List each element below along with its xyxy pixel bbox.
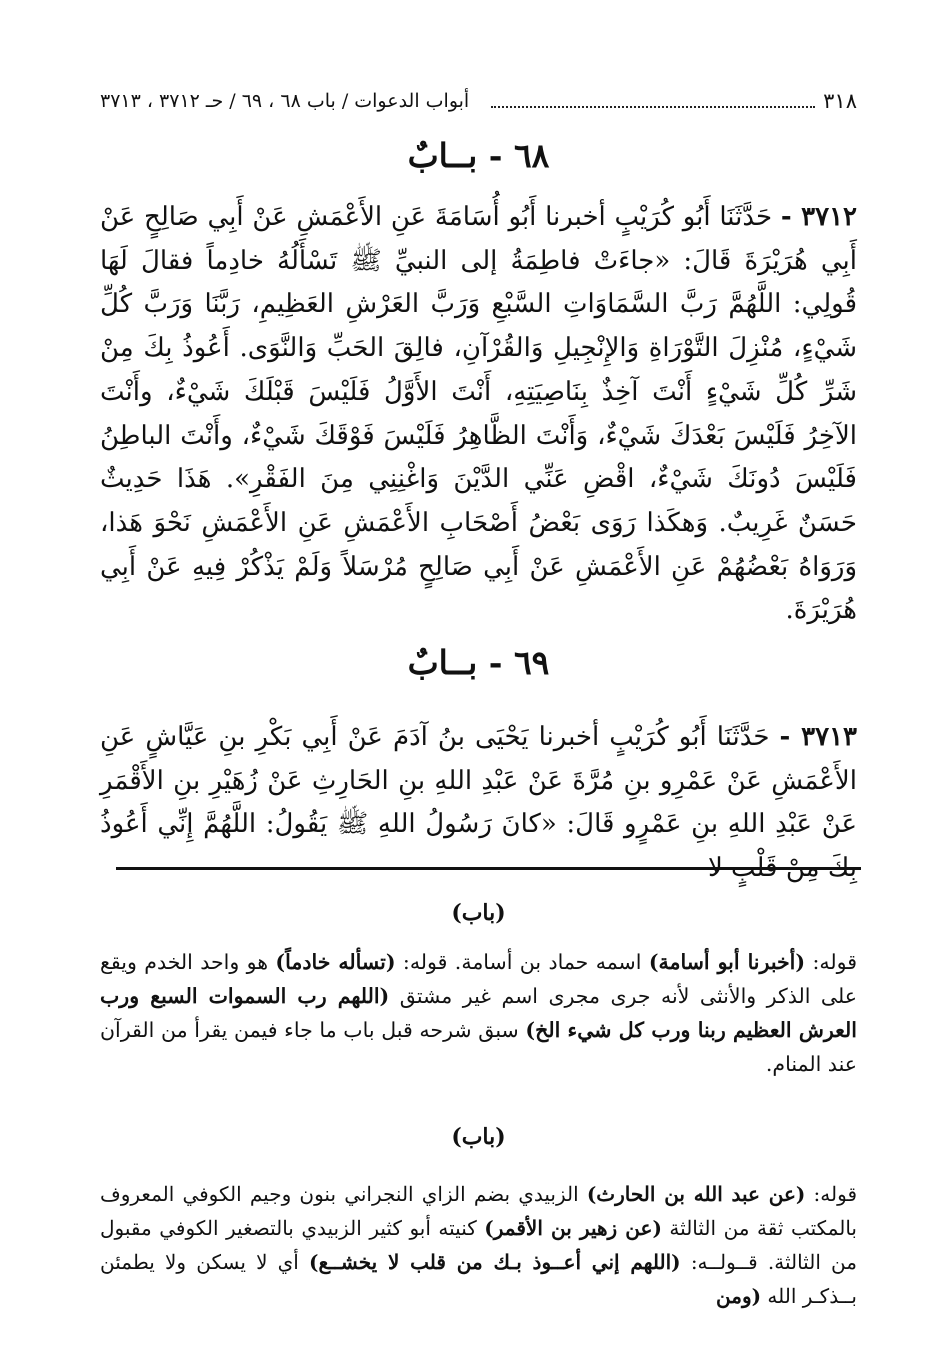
commentary-quote: (اللهم إني أعــوذ بـك من قلب لا يخشــع) xyxy=(309,1250,681,1274)
hadith-number: ٣٧١٢ - xyxy=(780,202,858,232)
header-dot-leader xyxy=(491,94,815,108)
commentary-segment: هو واحد الخدم ويقع على الذكر والأنثى لأنه جرى مجرى اسم غير مشتق xyxy=(100,950,858,1008)
commentary-segment: سبق شرحه قبل باب ما جاء فيمن يقرأ من القرآن عند المنام. xyxy=(100,1018,857,1076)
commentary-quote: (عن عبد الله بن الحارث) xyxy=(586,1182,806,1206)
commentary-quote: (تسأله خادماً) xyxy=(275,950,396,974)
chapter-heading-68: ٦٨ - بــابٌ xyxy=(407,136,550,175)
commentary-segment: أي لا يسكن ولا يطمئن بــذكـر الله xyxy=(100,1250,857,1308)
hadith-text: حَدَّثَنَا أَبُو كُرَيْبٍ أخبرنا أَبُو أُسَامَةَ عَنِ الأَعْمَشِ عَنْ أَبِي صَالِحٍ عَنْ أَبِي هُرَيْرَةَ قَالَ: «جاءَتْ فاطِمَةُ إلى النبيِّ ﷺ تَسْأَلُهُ خادِماً فقالَ لَهَا قُولِي: اللَّهُمَّ رَبَّ السَّمَاوَاتِ السَّبْعِ وَرَبَّ العَرْشِ العَظِيمِ، رَبَّنَا وَرَبَّ كُلِّ شَيْءٍ، مُنْزِلَ التَّوْرَاةِ وَالإِنْجِيلِ وَالقُرْآنِ، فالِقَ الحَبِّ وَالنَّوَى. أَعُوذُ بِكَ مِنْ شَرِّ كُلِّ شَيْءٍ أَنْتَ آخِذٌ بِنَاصِيَتِهِ، أَنْتَ الأَوَّلُ فَلَيْسَ قَبْلَكَ شَيْءٌ، وأَنْتَ الآخِرُ فَلَيْسَ بَعْدَكَ شَيْءٌ، وَأَنْتَ الظَّاهِرُ فَلَيْسَ فَوْقَكَ شَيْءٌ، وأَنْتَ الباطِنُ فَلَيْسَ دُونَكَ شَيْءٌ، اقْضِ عَنِّي الدَّيْنَ وَاغْنِنِي مِنَ الفَقْرِ». هَذَا حَدِيثٌ حَسَنٌ غَرِيبٌ. وَهكَذا رَوَى بَعْضُ أَصْحَابِ الأَعْمَشِ عَنِ الأَعْمَشِ نَحْوَ هَذا، وَرَوَاهُ بَعْضُهُمْ عَنِ الأَعْمَشِ عَنْ أَبِي صَالِحٍ مُرْسَلاً وَلَمْ يَذْكُرْ فِيهِ عَنْ أَبِي هُرَيْرَةَ. xyxy=(100,202,857,626)
hadith-3712 xyxy=(100,196,857,633)
page-number: ٣١٨ xyxy=(823,89,857,113)
commentary-quote: (ومن xyxy=(716,1284,762,1308)
commentary-segment: كنيته أبو كثير الزبيدي بالتصغير الكوفي مقبول من الثالثة. قــولــه: xyxy=(100,1216,857,1274)
hadith-3713 xyxy=(100,716,857,891)
commentary-segment: الزبيدي بضم الزاي النجراني بنون وجيم الكوفي المعروف بالمكتب ثقة من الثالثة xyxy=(100,1182,857,1240)
running-title: أبواب الدعوات / باب ٦٨ ، ٦٩ / حـ ٣٧١٢ ، ٣٧١٣ xyxy=(100,90,470,112)
commentary-title: (باب) xyxy=(451,900,506,926)
hadith-text: حَدَّثَنَا أَبُو كُرَيْبٍ أخبرنا يَحْيَى بنُ آدَمَ عَنْ أَبِي بَكْرِ بنِ عَيَّاشٍ عَنِ الأَعْمَشِ عَنْ عَمْرِو بنِ مُرَّةَ عَنْ عَبْدِ اللهِ بنِ الحَارِثِ عَنْ زُهَيْرِ بنِ الأَقْمَرِ عَنْ عَبْدِ اللهِ بنِ عَمْرٍو قَالَ: «كانَ رَسُولُ اللهِ ﷺ يَقُولُ: اللَّهُمَّ إِنِّي أَعُوذُ بِكَ مِنْ قَلْبٍ لا xyxy=(100,722,858,884)
chapter-heading-69: ٦٩ - بــابٌ xyxy=(407,643,550,682)
footnote-divider xyxy=(116,867,861,870)
commentary-quote: (أخبرنا أبو أسامة) xyxy=(648,950,806,974)
commentary-quote: (عن زهير بن الأقمر) xyxy=(484,1216,662,1240)
commentary-paragraph xyxy=(100,945,857,1081)
commentary-title: (باب) xyxy=(451,1124,506,1150)
commentary-quote: (اللهم رب السموات السبع ورب العرش العظيم ربنا ورب كل شيء الخ) xyxy=(100,984,857,1042)
commentary-segment: قوله: xyxy=(805,950,857,974)
commentary-segment: قوله: xyxy=(805,1182,858,1206)
hadith-number: ٣٧١٣ - xyxy=(779,722,858,752)
commentary-segment: اسمه حماد بن أسامة. قوله: xyxy=(395,950,649,974)
commentary-paragraph xyxy=(100,1177,857,1313)
running-header xyxy=(100,84,857,118)
